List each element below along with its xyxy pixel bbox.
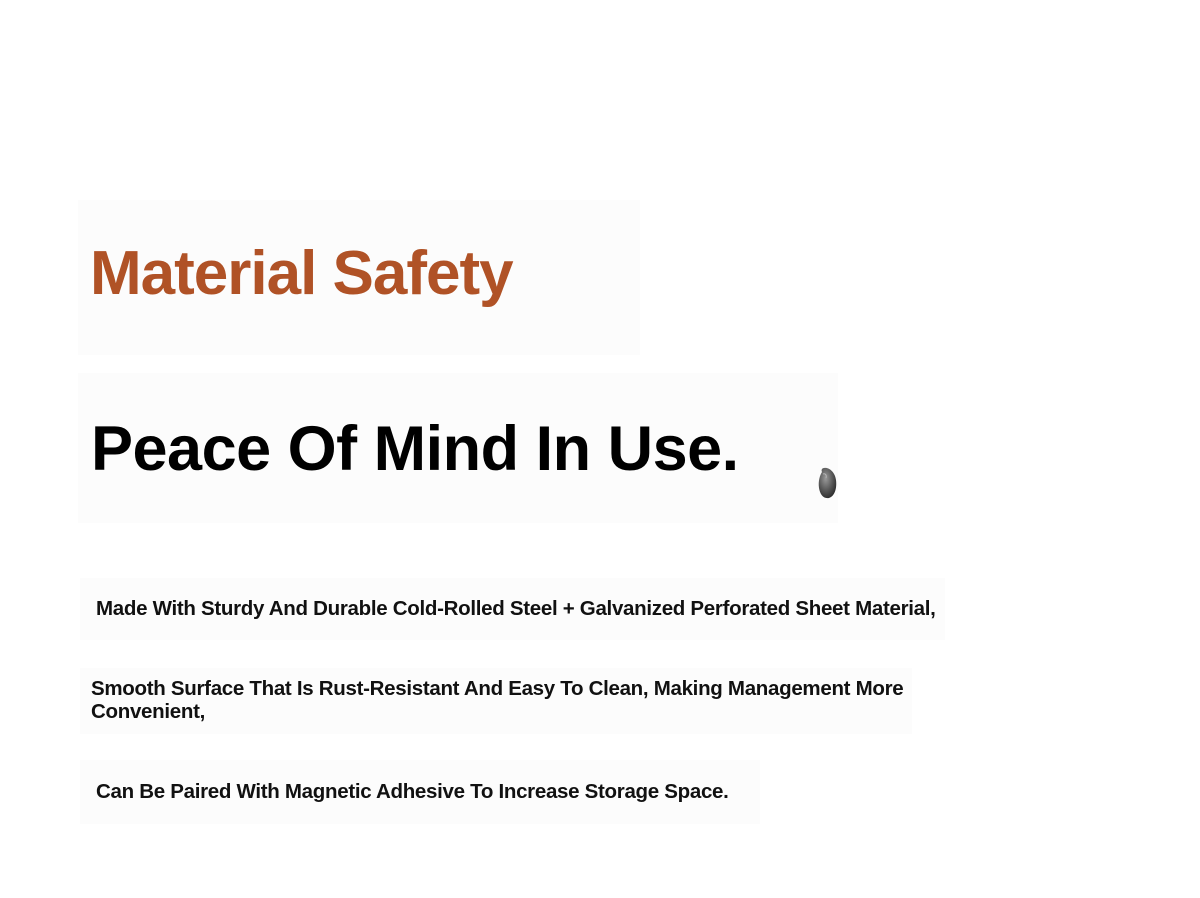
- feature-text-material: Made With Sturdy And Durable Cold-Rolled Steel + Galvanized Perforated Sheet Material,: [96, 597, 936, 620]
- feature-line-panel-3: [80, 760, 760, 824]
- pebble-icon: [816, 466, 838, 500]
- title-panel: [78, 200, 640, 355]
- section-title: Material Safety: [90, 239, 513, 308]
- headline-panel: [78, 373, 838, 523]
- feature-line-panel-1: [80, 578, 945, 640]
- feature-text-surface: Smooth Surface That Is Rust-Resistant And Easy To Clean, Making Management More Convenient,: [91, 677, 904, 723]
- section-headline: Peace Of Mind In Use.: [91, 414, 739, 484]
- feature-line-panel-2: [80, 668, 912, 734]
- feature-text-storage: Can Be Paired With Magnetic Adhesive To Increase Storage Space.: [96, 780, 729, 803]
